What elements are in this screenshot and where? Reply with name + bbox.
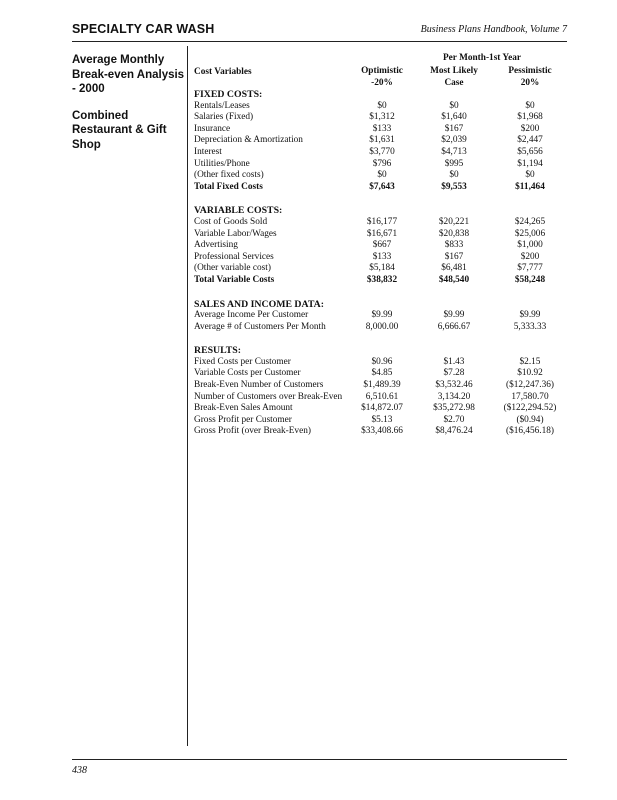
- row-value: $20,838: [438, 228, 470, 239]
- row-value: $38,832: [366, 274, 398, 285]
- col-header-line: Pessimistic: [508, 66, 552, 76]
- row-value: $200: [520, 251, 540, 262]
- row-value: $25,006: [514, 228, 546, 239]
- row-label: (Other variable cost): [194, 263, 271, 274]
- row-value: $0: [525, 100, 535, 111]
- table-row: [194, 263, 566, 275]
- row-value: $5,656: [517, 146, 543, 157]
- row-value: $796: [372, 158, 392, 169]
- row-value: $1,000: [517, 240, 543, 251]
- footer-rule: [72, 759, 567, 760]
- row-label: Interest: [194, 146, 222, 157]
- row-value: $7.28: [443, 368, 465, 379]
- header-rule: [72, 41, 567, 42]
- col-header-line: Most Likely: [430, 66, 478, 76]
- table-row: [194, 135, 566, 147]
- table-row: [194, 380, 566, 392]
- row-value: $1,631: [369, 135, 395, 146]
- row-value: ($16,456.18): [505, 426, 555, 437]
- row-value: $14,872.07: [361, 403, 403, 414]
- row-value: $133: [372, 123, 392, 134]
- row-value: $9,553: [441, 181, 467, 192]
- row-label: Average Income Per Customer: [194, 310, 309, 321]
- row-label: Number of Customers over Break-Even: [194, 391, 343, 402]
- col-header-likely: [414, 65, 494, 89]
- row-value: $667: [372, 240, 392, 251]
- row-label: Professional Services: [194, 251, 274, 262]
- row-value: $0: [525, 170, 535, 181]
- row-value: $2,039: [441, 135, 467, 146]
- table-row: [194, 310, 566, 322]
- row-label: Average # of Customers Per Month: [194, 321, 326, 332]
- row-label: Break-Even Sales Amount: [194, 403, 293, 414]
- row-value: $16,671: [366, 228, 398, 239]
- heading-line: Average Monthly: [72, 54, 165, 66]
- table-row: [194, 101, 566, 113]
- column-divider: [187, 46, 188, 746]
- row-value: $1,640: [441, 112, 467, 123]
- row-value: ($12,247.36): [505, 380, 555, 391]
- row-label: Insurance: [194, 123, 231, 134]
- row-label: Depreciation & Amortization: [194, 135, 303, 146]
- table-row: [194, 124, 566, 136]
- row-label: Gross Profit per Customer: [194, 414, 292, 425]
- table-row: [194, 112, 566, 124]
- subheading-line: Restaurant & Gift: [72, 124, 167, 136]
- table-row: [194, 229, 566, 241]
- row-value: $167: [444, 251, 464, 262]
- row-value: ($0.94): [516, 414, 544, 425]
- row-label: Break-Even Number of Customers: [194, 380, 324, 391]
- section-title: [194, 345, 566, 357]
- row-value: $4.85: [371, 368, 393, 379]
- subheading-line: Shop: [72, 138, 101, 151]
- row-value: $833: [444, 240, 464, 251]
- table-row: [194, 415, 566, 427]
- row-value: $2.15: [519, 356, 541, 367]
- row-value: $48,540: [438, 274, 470, 285]
- col-header-line: Case: [444, 78, 464, 88]
- row-value: $35,272.98: [433, 403, 475, 414]
- running-title: SPECIALTY CAR WASH: [72, 22, 215, 36]
- row-value: $4,713: [441, 146, 467, 157]
- row-label: Gross Profit (over Break-Even): [194, 426, 311, 437]
- row-value: $2,447: [517, 135, 543, 146]
- col-header-line: 20%: [520, 78, 540, 88]
- row-value: $8,476.24: [435, 426, 473, 437]
- row-value: $2.70: [443, 414, 465, 425]
- row-value: 6,510.61: [365, 391, 399, 402]
- row-value: $1,194: [517, 158, 543, 169]
- row-value: $0: [377, 100, 387, 111]
- row-label: Advertising: [194, 240, 238, 251]
- row-value: $995: [444, 158, 464, 169]
- row-value: $5.13: [371, 414, 393, 425]
- row-value: 5,333.33: [513, 321, 547, 332]
- table-body: [194, 89, 566, 438]
- heading-line: Break-even Analysis: [72, 68, 185, 81]
- table-row: [194, 159, 566, 171]
- row-value: $24,265: [514, 216, 546, 227]
- table-row: [194, 426, 566, 438]
- table-row: [194, 170, 566, 182]
- row-value: $200: [520, 123, 540, 134]
- row-value: $167: [444, 123, 464, 134]
- row-label: Salaries (Fixed): [194, 112, 254, 123]
- subheading-line: Combined: [72, 109, 129, 122]
- page-number: 438: [72, 765, 87, 776]
- section-title: [194, 299, 566, 311]
- section-title: [194, 89, 566, 101]
- row-value: $9.99: [443, 310, 465, 321]
- row-value: $33,408.66: [361, 426, 403, 437]
- row-value: $10.92: [517, 368, 543, 379]
- table-row: [194, 368, 566, 380]
- row-value: $9.99: [519, 310, 541, 321]
- col-header-pessimistic: [490, 65, 570, 89]
- row-value: 17,580.70: [511, 391, 549, 402]
- table-row: [194, 357, 566, 369]
- row-label: Fixed Costs per Customer: [194, 356, 291, 367]
- table-row: [194, 322, 566, 334]
- sidebar-heading: [72, 53, 190, 152]
- table-row: [194, 217, 566, 229]
- section-title-text: FIXED COSTS:: [194, 89, 263, 100]
- section-title: [194, 205, 566, 217]
- row-value: 6,666.67: [437, 321, 471, 332]
- row-value: $11,464: [515, 181, 545, 192]
- row-value: $3,770: [369, 146, 395, 157]
- row-value: $6,481: [441, 263, 467, 274]
- row-value: 8,000.00: [365, 321, 399, 332]
- heading-line: - 2000: [72, 83, 105, 95]
- row-label: Cost of Goods Sold: [194, 216, 268, 227]
- col-header-variables: Cost Variables: [194, 67, 252, 77]
- table-row: [194, 240, 566, 252]
- col-header-line: Optimistic: [361, 66, 403, 76]
- row-value: $0: [377, 170, 387, 181]
- row-value: ($122,294.52): [503, 403, 557, 414]
- row-value: $58,248: [514, 274, 546, 285]
- row-value: $133: [372, 251, 392, 262]
- row-value: $1,312: [369, 112, 395, 123]
- row-label: Rentals/Leases: [194, 100, 250, 111]
- row-label: Variable Costs per Customer: [194, 368, 301, 379]
- row-value: $20,221: [438, 216, 470, 227]
- table-row: [194, 252, 566, 264]
- section-title-text: VARIABLE COSTS:: [194, 205, 283, 217]
- row-value: $3,532.46: [435, 380, 473, 391]
- row-value: $7,777: [517, 263, 543, 274]
- row-value: $0.96: [371, 356, 393, 367]
- row-value: $1,489.39: [363, 380, 401, 391]
- row-label: Utilities/Phone: [194, 158, 250, 169]
- book-title: Business Plans Handbook, Volume 7: [420, 24, 567, 35]
- table-row: [194, 392, 566, 404]
- section-title-text: RESULTS:: [194, 345, 242, 357]
- group-header: Per Month-1st Year: [443, 53, 521, 63]
- table-row: [194, 275, 566, 287]
- table-row: [194, 182, 566, 194]
- section-title-text: SALES AND INCOME DATA:: [194, 298, 325, 310]
- row-value: $0: [449, 170, 459, 181]
- row-value: 3,134.20: [437, 391, 471, 402]
- row-label: (Other fixed costs): [194, 170, 264, 181]
- row-label: Total Variable Costs: [194, 274, 275, 285]
- row-label: Total Fixed Costs: [194, 181, 263, 192]
- col-header-line: -20%: [371, 78, 393, 88]
- table-row: [194, 147, 566, 159]
- row-value: $16,177: [366, 216, 398, 227]
- row-value: $7,643: [369, 181, 395, 192]
- row-value: $1.43: [443, 356, 465, 367]
- row-value: $0: [449, 100, 459, 111]
- row-value: $5,184: [369, 263, 395, 274]
- table-row: [194, 403, 566, 415]
- row-label: Variable Labor/Wages: [194, 228, 277, 239]
- row-value: $1,968: [517, 112, 543, 123]
- col-header-optimistic: [342, 65, 422, 89]
- row-value: $9.99: [371, 310, 393, 321]
